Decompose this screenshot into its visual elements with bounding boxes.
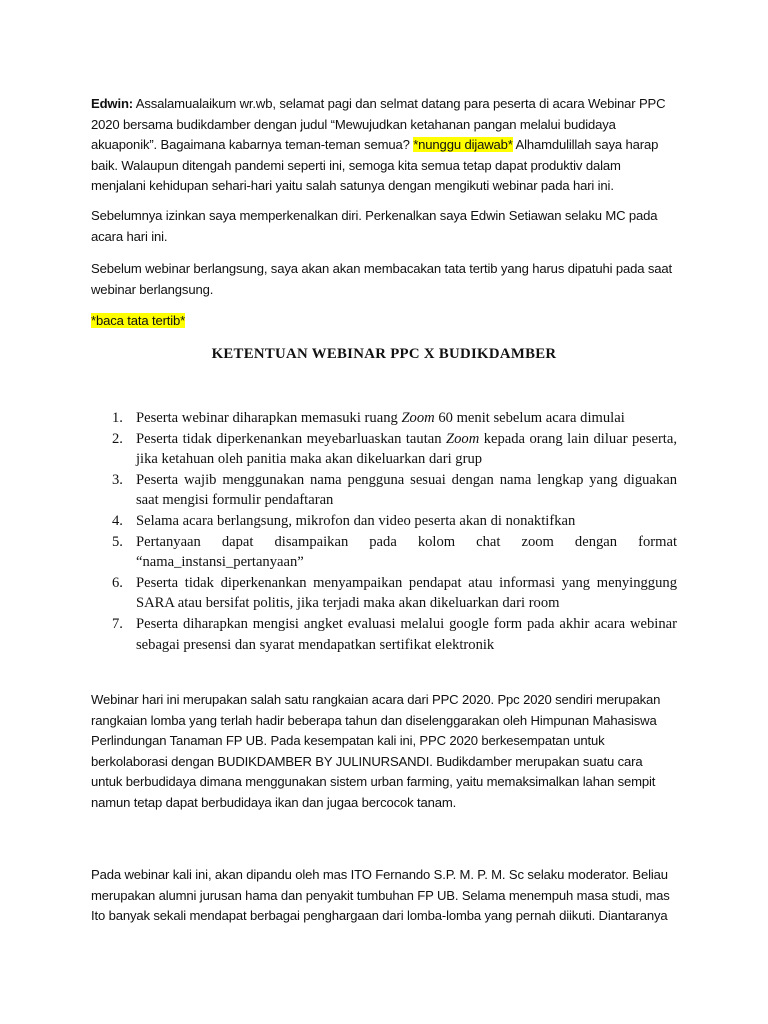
rule-number: 7. (112, 615, 123, 632)
intro-paragraph (91, 94, 677, 197)
rule-text: Peserta tidak diperkenankan meyebarluaskan tautan (136, 430, 446, 447)
rule-number: 1. (112, 410, 123, 426)
rule-item (112, 429, 677, 470)
rule-number: 2. (112, 430, 123, 447)
rule-text: Pertanyaan dapat disampaikan pada kolom chat zoom dengan format “nama_instansi_pertanyaan” (136, 533, 677, 571)
self-introduction-paragraph: Sebelumnya izinkan saya memperkenalkan diri. Perkenalkan saya Edwin Setiawan selaku MC pada acara hari ini. (91, 208, 658, 244)
rule-item (112, 408, 677, 429)
read-rules-highlight: *baca tata tertib* (91, 313, 186, 328)
rule-number: 5. (112, 533, 123, 550)
rule-text: Peserta tidak diperkenankan menyampaikan pendapat atau informasi yang menyinggung SARA atau bersifat politis, jika terjadi maka akan dikeluarkan dari room (136, 574, 677, 612)
rule-item (112, 614, 677, 655)
rule-text: Peserta diharapkan mengisi angket evaluasi melalui google form pada akhir acara webinar sebagai presensi dan syarat mendapatkan sertifikat elektronik (136, 615, 677, 653)
webinar-description-paragraph: Webinar hari ini merupakan salah satu rangkaian acara dari PPC 2020. Ppc 2020 sendiri merupakan rangkaian lomba yang terlah hadir beberapa tahun dan diselenggarakan oleh Himpunan Mahasiswa Perlindungan Tanaman FP UB. Pada kesempatan kali ini, PPC 2020 berkesempatan untuk berkolaborasi dengan BUDIKDAMBER BY JULINURSANDI. Budikdamber merupakan suatu cara untuk berbudidaya dimana menggunakan sistem urban farming, yaitu memaksimalkan lahan sempit namun tetap dapat berbudidaya ikan dan jugaa bercocok tanam. (91, 692, 661, 810)
moderator-paragraph: Pada webinar kali ini, akan dipandu oleh mas ITO Fernando S.P. M. P. M. Sc selaku moderator. Beliau merupakan alumni jurusan hama dan penyakit tumbuhan FP UB. Selama menempuh masa studi, mas Ito banyak sekali mendapat berbagai penghargaan dari lomba-lomba yang pernah diikuti. Diantaranya (91, 867, 670, 924)
rule-text: Selama acara berlangsung, mikrofon dan video peserta akan di nonaktifkan (136, 512, 576, 529)
rules-intro-paragraph: Sebelum webinar berlangsung, saya akan akan membacakan tata tertib yang harus dipatuhi pada saat webinar berlangsung. (91, 261, 673, 297)
rule-text: Peserta wajib menggunakan nama pengguna sesuai dengan nama lengkap yang diguakan saat mengisi formulir pendaftaran (136, 471, 677, 509)
speaker-name: Edwin: (91, 96, 134, 111)
rule-item (112, 532, 677, 573)
rules-list (112, 408, 677, 655)
intro-text-part-1: Assalamualaikum wr.wb, selamat pagi dan selmat datang para peserta di acara Webinar PPC 2020 bersama budikdamber dengan judul “Mewujudkan ketahanan pangan melalui budidaya akuaponik”. Bagaimana kabarnya teman-teman semua? (91, 96, 666, 153)
rule-number: 6. (112, 574, 123, 591)
rule-item (112, 470, 677, 511)
rule-text: Peserta webinar diharapkan memasuki ruang (136, 410, 402, 426)
rule-item (112, 573, 677, 614)
read-rules-note (91, 311, 677, 332)
rule-emphasis: Zoom (401, 410, 435, 426)
rule-emphasis: Zoom (446, 430, 480, 447)
intro-text-part-2: Alhamdulillah saya harap baik. Walaupun ditengah pandemi seperti ini, semoga kita semua tetap dapat produktiv dalam menjalani kehidupan sehari-hari yaitu salah satunya dengan mengikuti webinar pada hari ini. (91, 137, 659, 194)
rule-text-tail: 60 menit sebelum acara dimulai (434, 410, 625, 426)
rule-text-tail: kepada orang lain diluar peserta, jika ketahuan oleh panitia maka akan dikeluarkan dari grup (136, 430, 677, 468)
rules-heading: KETENTUAN WEBINAR PPC X BUDIKDAMBER (211, 346, 557, 362)
rule-number: 3. (112, 471, 123, 488)
highlight-wait-answer: *nunggu dijawab* (413, 137, 513, 153)
rule-number: 4. (112, 512, 123, 529)
rule-item (112, 511, 677, 532)
